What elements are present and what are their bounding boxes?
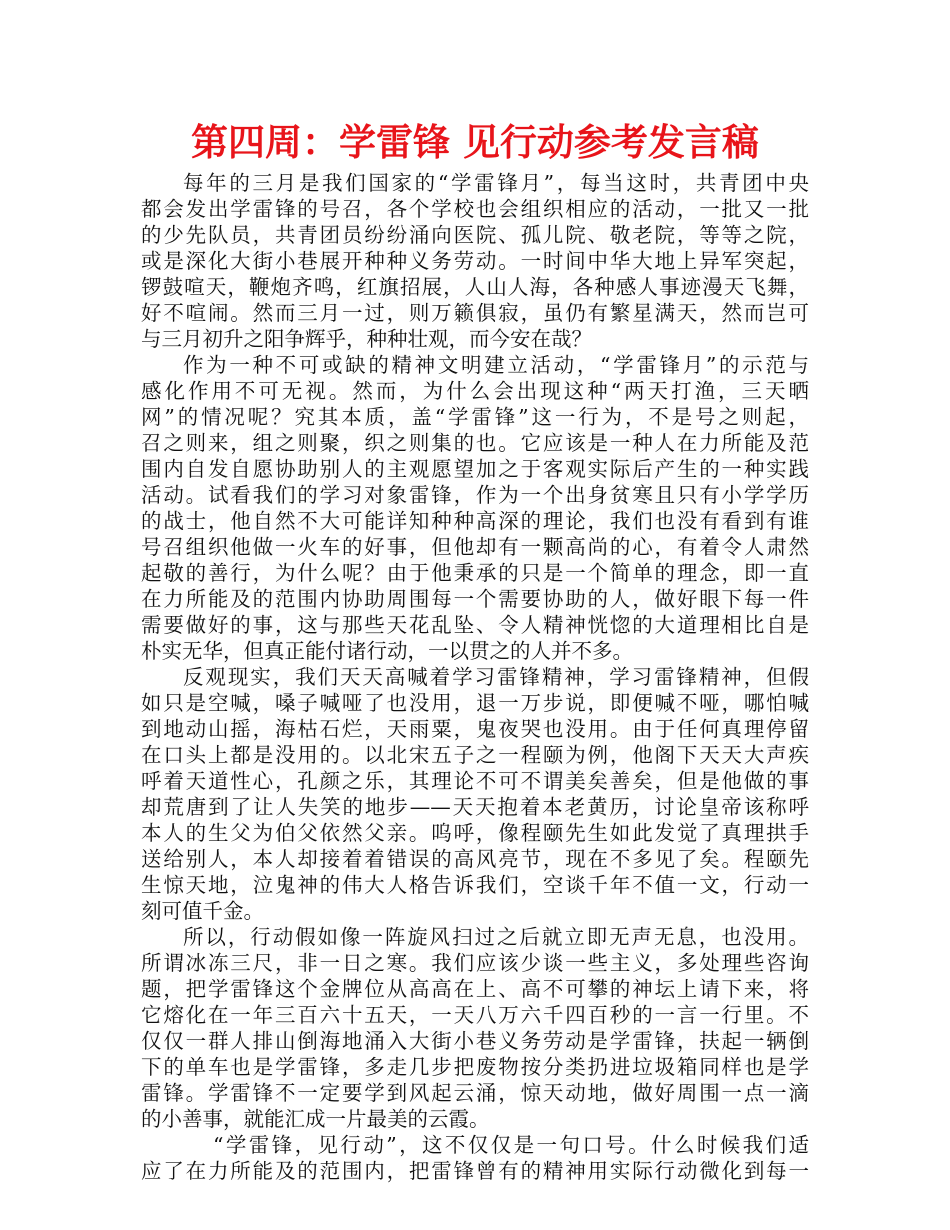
text-line: 感化作用不可无视。然而，为什么会出现这种“两天打渔，三天晒 bbox=[141, 379, 809, 403]
text-line: 活动。试看我们的学习对象雷锋，作为一个出身贫寒且只有小学学历 bbox=[141, 483, 809, 507]
text-line: 本人的生父为伯父依然父亲。呜呼，像程颐先生如此发觉了真理拱手 bbox=[141, 821, 809, 845]
text-line: 在口头上都是没用的。以北宋五子之一程颐为例，他阁下天天大声疾 bbox=[141, 743, 809, 767]
text-line: 在力所能及的范围内协助周围每一个需要协助的人，做好眼下每一件 bbox=[141, 587, 809, 611]
text-line: 仅仅一群人排山倒海地涌入大街小巷义务劳动是学雷锋，扶起一辆倒 bbox=[141, 1029, 809, 1053]
text-line: 雷锋。学雷锋不一定要学到风起云涌，惊天动地，做好周围一点一滴 bbox=[141, 1081, 809, 1105]
text-line: 与三月初升之阳争辉乎，种种壮观，而今安在哉？ bbox=[141, 327, 592, 351]
text-line: 每年的三月是我们国家的“学雷锋月”，每当这时，共青团中央 bbox=[183, 171, 809, 195]
page-title: 第四周：学雷锋 见行动参考发言稿 bbox=[191, 121, 759, 164]
text-line: 需要做好的事，这与那些天花乱坠、令人精神恍惚的大道理相比自是 bbox=[141, 613, 809, 637]
text-line: 或是深化大街小巷展开种种义务劳动。一时间中华大地上异军突起， bbox=[141, 249, 809, 273]
text-line: 网”的情况呢？究其本质，盖“学雷锋”这一行为，不是号之则起， bbox=[141, 405, 809, 429]
text-line: 的战士，他自然不大可能详知种种高深的理论，我们也没有看到有谁 bbox=[141, 509, 809, 533]
text-line: 它熔化在一年三百六十五天，一天八万六千四百秒的一言一行里。不 bbox=[141, 1003, 809, 1027]
text-line: “学雷锋，见行动”，这不仅仅是一句口号。什么时候我们适 bbox=[213, 1133, 809, 1157]
text-line: 作为一种不可或缺的精神文明建立活动，“学雷锋月”的示范与 bbox=[183, 353, 809, 377]
text-line: 题，把学雷锋这个金牌位从高高在上、高不可攀的神坛上请下来，将 bbox=[141, 977, 809, 1001]
paragraph bbox=[141, 170, 809, 352]
text-line: 所谓冰冻三尺，非一日之寒。我们应该少谈一些主义，多处理些咨询 bbox=[141, 951, 809, 975]
text-line: 召之则来，组之则聚，织之则集的也。它应该是一种人在力所能及范 bbox=[141, 431, 809, 455]
paragraph bbox=[141, 924, 809, 1132]
text-line: 锣鼓喧天，鞭炮齐鸣，红旗招展，人山人海，各种感人事迹漫天飞舞， bbox=[141, 275, 809, 299]
text-line: 朴实无华，但真正能付诸行动，一以贯之的人并不多。 bbox=[141, 639, 633, 663]
document-body bbox=[141, 170, 809, 1184]
text-line: 所以，行动假如像一阵旋风扫过之后就立即无声无息，也没用。 bbox=[183, 925, 809, 949]
paragraph bbox=[141, 1132, 809, 1184]
paragraph bbox=[141, 352, 809, 664]
text-line: 如只是空喊，嗓子喊哑了也没用，退一万步说，即便喊不哑，哪怕喊 bbox=[141, 691, 809, 715]
text-line: 应了在力所能及的范围内，把雷锋曾有的精神用实际行动微化到每一 bbox=[141, 1159, 809, 1183]
text-line: 围内自发自愿协助别人的主观愿望加之于客观实际后产生的一种实践 bbox=[141, 457, 809, 481]
text-line: 好不喧闹。然而三月一过，则万籁俱寂，虽仍有繁星满天，然而岂可 bbox=[141, 301, 809, 325]
paragraph bbox=[141, 664, 809, 924]
text-line: 反观现实，我们天天高喊着学习雷锋精神，学习雷锋精神，但假 bbox=[183, 665, 809, 689]
text-line: 刻可值千金。 bbox=[141, 899, 264, 923]
text-line: 生惊天地，泣鬼神的伟大人格告诉我们，空谈千年不值一文，行动一 bbox=[141, 873, 809, 897]
text-line: 呼着天道性心，孔颜之乐，其理论不可不谓美矣善矣，但是他做的事 bbox=[141, 769, 809, 793]
text-line: 下的单车也是学雷锋，多走几步把废物按分类扔进垃圾箱同样也是学 bbox=[141, 1055, 809, 1079]
text-line: 号召组织他做一火车的好事，但他却有一颗高尚的心，有着令人肃然 bbox=[141, 535, 809, 559]
text-line: 起敬的善行，为什么呢？由于他秉承的只是一个简单的理念，即一直 bbox=[141, 561, 809, 585]
text-line: 都会发出学雷锋的号召，各个学校也会组织相应的活动，一批又一批 bbox=[141, 197, 809, 221]
text-line: 的少先队员，共青团员纷纷涌向医院、孤儿院、敬老院，等等之院， bbox=[141, 223, 809, 247]
text-line: 到地动山摇，海枯石烂，天雨粟，鬼夜哭也没用。由于任何真理停留 bbox=[141, 717, 809, 741]
text-line: 却荒唐到了让人失笑的地步——天天抱着本老黄历，讨论皇帝该称呼 bbox=[141, 795, 809, 819]
text-line: 送给别人，本人却接着着错误的高风亮节，现在不多见了矣。程颐先 bbox=[141, 847, 809, 871]
text-line: 的小善事，就能汇成一片最美的云霞。 bbox=[141, 1107, 490, 1131]
